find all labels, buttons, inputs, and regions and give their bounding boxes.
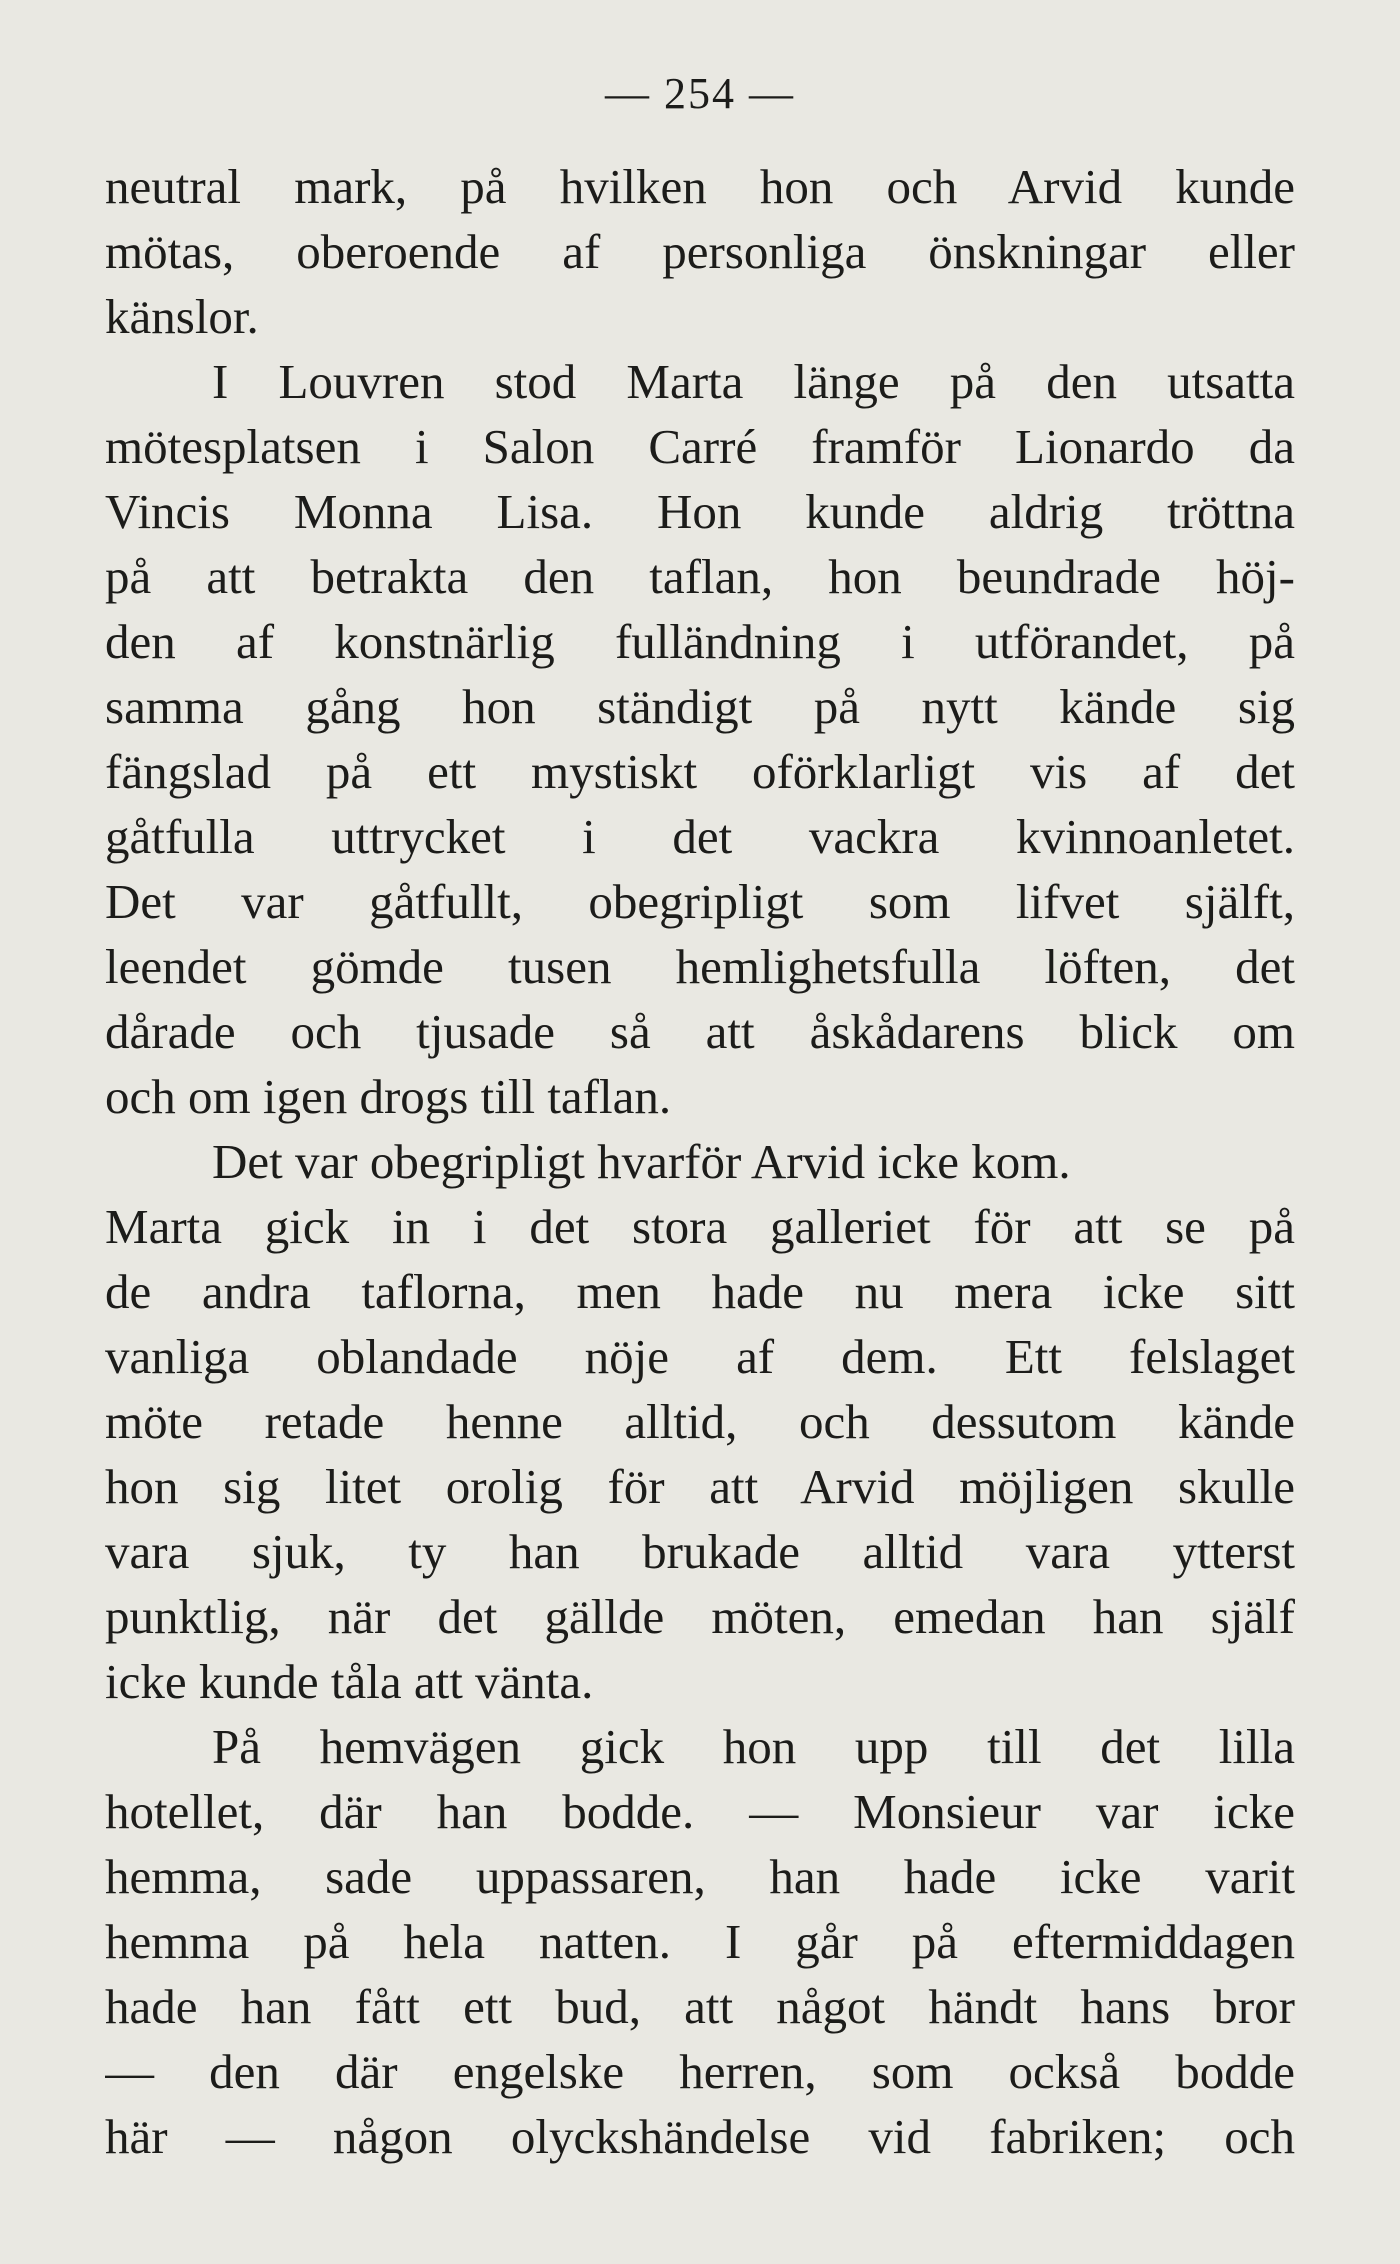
text-line: — den där engelske herren, som också bodde: [105, 2044, 1295, 2099]
page-number: — 254 —: [605, 69, 795, 118]
text-line: På hemvägen gick hon upp till det lilla: [212, 1719, 1295, 1774]
text-line: dårade och tjusade så att åskådarens blick om: [105, 1004, 1295, 1059]
text-line: Vincis Monna Lisa. Hon kunde aldrig tröttna: [105, 484, 1295, 539]
text-line: känslor.: [105, 289, 259, 344]
text-line: på att betrakta den taflan, hon beundrade höj-: [105, 549, 1295, 604]
text-line: den af konstnärlig fulländning i utförandet, på: [105, 614, 1295, 669]
text-line: gåtfulla uttrycket i det vackra kvinnoanletet.: [105, 809, 1295, 864]
text-line: neutral mark, på hvilken hon och Arvid kunde: [105, 159, 1295, 214]
text-line: hotellet, där han bodde. — Monsieur var icke: [105, 1784, 1295, 1839]
text-line: icke kunde tåla att vänta.: [105, 1654, 594, 1709]
text-line: de andra taflorna, men hade nu mera icke sitt: [105, 1264, 1295, 1319]
text-line: I Louvren stod Marta länge på den utsatta: [212, 354, 1295, 409]
text-line: här — någon olyckshändelse vid fabriken; och: [105, 2109, 1295, 2164]
text-line: och om igen drogs till taflan.: [105, 1069, 672, 1124]
text-line: hon sig litet orolig för att Arvid möjligen skulle: [105, 1459, 1295, 1514]
text-line: vara sjuk, ty han brukade alltid vara ytterst: [105, 1524, 1295, 1579]
text-line: leendet gömde tusen hemlighetsfulla löften, det: [105, 939, 1295, 994]
text-line: Det var gåtfullt, obegripligt som lifvet själft,: [105, 874, 1295, 929]
text-line: Det var obegripligt hvarför Arvid icke kom.: [212, 1134, 1071, 1189]
text-line: mötesplatsen i Salon Carré framför Lionardo da: [105, 419, 1295, 474]
text-line: hemma på hela natten. I går på eftermiddagen: [105, 1914, 1295, 1969]
text-line: möte retade henne alltid, och dessutom kände: [105, 1394, 1295, 1449]
text-line: Marta gick in i det stora galleriet för att se på: [105, 1199, 1295, 1254]
text-line: samma gång hon ständigt på nytt kände sig: [105, 679, 1295, 734]
body-text: [105, 154, 1295, 2169]
text-line: hemma, sade uppassaren, han hade icke varit: [105, 1849, 1295, 1904]
text-line: hade han fått ett bud, att något händt hans bror: [105, 1979, 1295, 2034]
text-line: fängslad på ett mystiskt oförklarligt vis af det: [105, 744, 1295, 799]
text-line: punktlig, när det gällde möten, emedan han själf: [105, 1589, 1295, 1644]
text-line: mötas, oberoende af personliga önskningar eller: [105, 224, 1295, 279]
text-line: vanliga oblandade nöje af dem. Ett felslaget: [105, 1329, 1295, 1384]
